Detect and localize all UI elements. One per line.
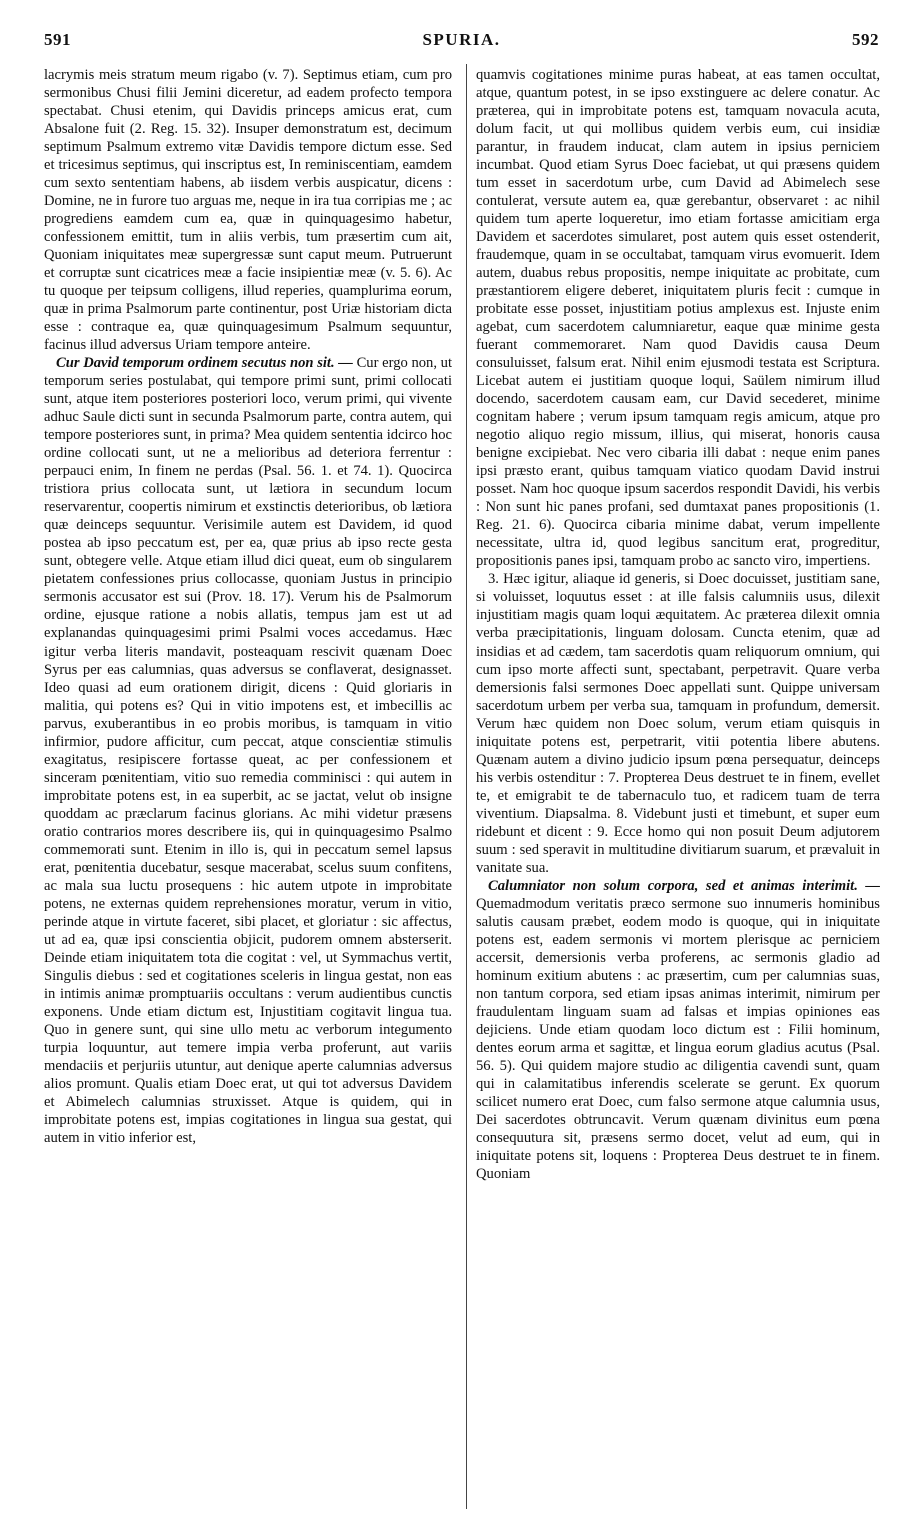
paragraph-text: Quemadmodum veritatis præco sermone suo innumeris hominibus salutis causam præbet, eodem modo is quoque, qui in iniquitate potens est, eadem sermonis vi mortem plerisque ac perniciem accersit, demersionis verba proferens, ac sermonis gladio ad hominum exitium abutens : ac præsertim, cum per calumnias suas, non tantum corpora, sed etiam ipsas animas interimit, nimirum per fraudulentam linguam suam ad falsas et impias opiniones eas dejiciens. Unde etiam quodam loco dictum est : Filii hominum, dentes eorum arma et sagittæ, et lingua eorum gladius acutus (Psal. 56. 5). Qui quidem majore studio ac diligentia cavendi sunt, quam qui in calamitatibus inferendis scelerate se gerunt. Ex quorum scilicet numero erat Doec, cum falso sermone atque calumnia usus, Dei sacerdotes obtruncavit. Verum quænam divinitus eum pœna consequutura sit, præsens sermo docet, velut ad eum, qui in iniquitate potens sit, loquens : Propterea Deus destruet te in finem. Quoniam — [476, 895, 880, 1182]
paragraph — [476, 877, 880, 1183]
right-column — [476, 66, 880, 1183]
paragraph: 3. Hæc igitur, aliaque id generis, si Doec docuisset, justitiam sane, si voluisset, loquutus esset : at ille falsis calumniis usus, dilexit injustitiam magis quam loqui æquitatem. Ac præterea dilexit omnia verba præcipitationis, linguam dolosam. Cuncta etenim, quæ ad insidias et ad cædem, tam sacerdotis quam reliquorum omnium, qui cum ipso morte affecti sunt, spectabant, perpetravit. Quare verba demersionis falsi sermones Doec appellati sunt. Quippe universam sacerdotum urbem per verba sua, tamquam in profundum, demersit. Verum hæc quidem non Doec solum, verum etiam quisquis in iniquitate potens est, perpetrarit, vitii potentia libere abutens. Quænam autem a divino judicio ipsum pœna persequatur, deinceps his verbis ostenditur : 7. Propterea Deus destruet te in finem, evellet te, et emigrabit te de tabernaculo tuo, et radicem tuam de terra viventium. Diapsalma. 8. Videbunt justi et timebunt, et super eum ridebunt et dicent : 9. Ecce homo qui non posuit Deum adjutorem suum : sed speravit in multitudine divitiarum suarum, et prævaluit in vanitate sua. — [476, 571, 880, 876]
paragraph: lacrymis meis stratum meum rigabo (v. 7). Septimus etiam, cum pro sermonibus Chusi filii Jemini diceretur, ad eadem profecto tempora spectabat. Chusi etenim, qui Davidis princeps amicus erat, cum Absalone fuit (2. Reg. 15. 32). Insuper demonstratum est, decimum septimum Psalmum extremo vitæ Davidis tempore dictum esse. Sed et tricesimus septimus, qui inscriptus est, In reminiscentiam, eamdem cum sexto sententiam habens, ab iisdem verbis auspicatur, dicens : Domine, ne in furore tuo arguas me, neque in ira tua corripias me ; ac progrediens eamdem cum ea, quæ in quinquagesimo habetur, confessionem emittit, tum in aliis verbis, tum præsertim cum ait, Quoniam iniquitates meæ supergressæ sunt caput meum. Putruerunt et corruptæ sunt cicatrices meæ a facie insipientiæ meæ (v. 5. 6). Ac tu quoque per teipsum colligens, illud reperies, quamplurima eorum, quæ in prima Psalmorum parte continentur, post Uriæ historiam dicta esse : contraque ea, quæ quinquagesimum Psalmum sequuntur, facinus illud adversus Uriam tempore anteire. — [44, 67, 452, 354]
left-column — [44, 66, 452, 1147]
page-header — [44, 30, 879, 56]
running-head: SPURIA. — [422, 30, 501, 49]
column-divider — [466, 64, 467, 1509]
page-number-right: 592 — [852, 30, 879, 49]
paragraph-text: Cur ergo non, ut temporum series postulabat, qui tempore primi sunt, primi collocati sunt, atque item posteriores posteriori loco, verum primi, qui vivente adhuc Saule dicti sunt in secunda Psalmorum parte, contra autem, qui tempore posteriores sunt, in prima? Mea quidem sententia idcirco hoc ordine collocati sunt, ut ne a melioribus ad deteriora ferrentur : perpauci enim, In finem ne perdas (Psal. 56. 1. et 74. 1). Quocirca tristiora prius collocata sunt, ut lætiora in secundum locum reservarentur, coopertis nimirum et exstinctis deterioribus, ob lætiora quæ deinceps sequuntur. Verisimile autem est Davidem, id quod postea ab ipso peccatum est, per ea, quæ prius ab ipso recte gesta sunt, obtegere velle. Atque etiam illud dici queat, eum ob singularem pietatem confessiones prius collocasse, quoniam Justus in principio sermonis accusator est sui (Prov. 18. 17). Verum his de Psalmorum ordine, ejusque ratione a nobis allatis, tempus jam est ut ad explanandas quinquagesimi primi Psalmi voces accedamus. Hæc igitur verba literis mandavit, posteaquam rescivit quænam Doec Syrus per eas calumnias, quas adversus se conflaverat, designasset. Ideo quasi ad eum orationem dirigit, dicens : Quid gloriaris in malitia, qui potens es? Qui in vitio impotens est, et imbecillis ac parvus, exuberantibus in eo probis moribus, is tamquam in vitio infirmior, pudore afficitur, cum peccat, atque conscientiæ stimulis exagitatus, resipiscere fortasse queat, ac per confessionem et sinceram pœnitentiam, vitio suo remedia comminisci : qui autem in improbitate potens est, in ea superbit, ac se jactat, velut ob insigne quoddam ac præclarum facinus glorians. Ac mihi videtur præsens oratio contrarios mores describere iis, qui in quinquagesimo Psalmo commemorati sunt. Etenim in illo is, qui in peccatum semel lapsus erat, pœnitentia ducebatur, sesque macerabat, scelus suum confitens, ac mala sua luctu prosequens : hic autem utpote in improbitate potens, ne externas quidem reprehensiones moratur, verum in vitio, perinde atque in virtute faceret, sibi placet, et gloriatur : sic affectus, ut ad ea, quæ ipsi conscientia objicit, pudorem omnem absterserit. Deinde etiam iniquitatem tota die cogitat : vel, ut Symmachus vertit, Singulis diebus : sed et cogitationes sceleris in lingua gestat, non eas in intimis animæ promptuariis occultans : verum audientibus cunctis exponens. Unde etiam dictum est, Injustitiam cogitavit lingua tua. Quo in genere sunt, qui sine ullo metu ac verborum integumento turpia loquuntur, aut temere impia verba proferunt, aut variis mendaciis et perjuriis utuntur, aut denique aperte calumnias adversus alios promunt. Qualis etiam Doec erat, ut qui tot adversus Davidem et Abimelech calumnias struxisset. Atque is quidem, qui in improbitate potens est, impias cogitationes in lingua sua gestat, qui autem in vitio inferior est, — [44, 355, 452, 1146]
paragraph — [44, 354, 452, 1147]
paragraph: quamvis cogitationes minime puras habeat, at eas tamen occultat, atque, quantum potest, in se ipso exstinguere ac delere conatur. Ac præterea, qui in improbitate potens est, tamquam novacula acuta, dolum facit, ut qui mollibus quidem verbis eum, cui insidiæ parantur, in fraudem inducat, clam autem in ipsius perniciem incumbat. Quod etiam Syrus Doec faciebat, ut qui præsens quidem tum esset in sacerdotum urbe, cum David ad Abimelech sese contulerat, versute autem ea, quæ gerebantur, observaret : ac nihil quidem tum aperte loqueretur, imo etiam fortasse amicitiam erga Davidem et sacerdotes simularet, post autem quis esset ostenderit, fraudemque, quam in se occultabat, tamquam virus evomuerit. Idem autem, duabus rebus propositis, nempe iniquitate ac probitate, cum præstantiorem eligere deberet, iniquitatem pluris fecit : cumque in probitate esse posset, injustitiam potius amplexus est. Injuste enim agebat, cum sacerdotem calumniaretur, eaque quæ minime gesta fuerant commemoraret. Nam quod Davidis causa Deum consuluisset, falsum erat. Nihil enim ejusmodi testata est Scriptura. Licebat autem ei justitiam quoque loqui, Saülem nimirum illud docendo, sacerdotem causam eam, cur David secederet, minime cognitam habere ; verum ipsum tamquam regis amicum, atque pro negotio aliquo regio missum, illius, qui miserat, honoris causa benigne excipiebat. Nec vero cibaria illi dabat : neque enim panes ipsi præsto erant, quibus tamquam viatico quodam David instrui posset. Nam hoc quoque ipsum sacerdos respondit Davidi, his verbis : Non sunt hic panes profani, sed dumtaxat panes propositionis (1. Reg. 21. 6). Quocirca cibaria minime dabat, verum impellente necessitate, ultra id, quod legibus sancitum erat, progreditur, propositionis panes ipsi, tamquam probo ac sancto viro, impertiens. — [476, 67, 880, 570]
page-number-left: 591 — [44, 30, 71, 49]
section-heading: Cur David temporum ordinem secutus non sit. — — [56, 355, 353, 372]
section-heading: Calumniator non solum corpora, sed et animas interimit. — — [488, 877, 880, 894]
